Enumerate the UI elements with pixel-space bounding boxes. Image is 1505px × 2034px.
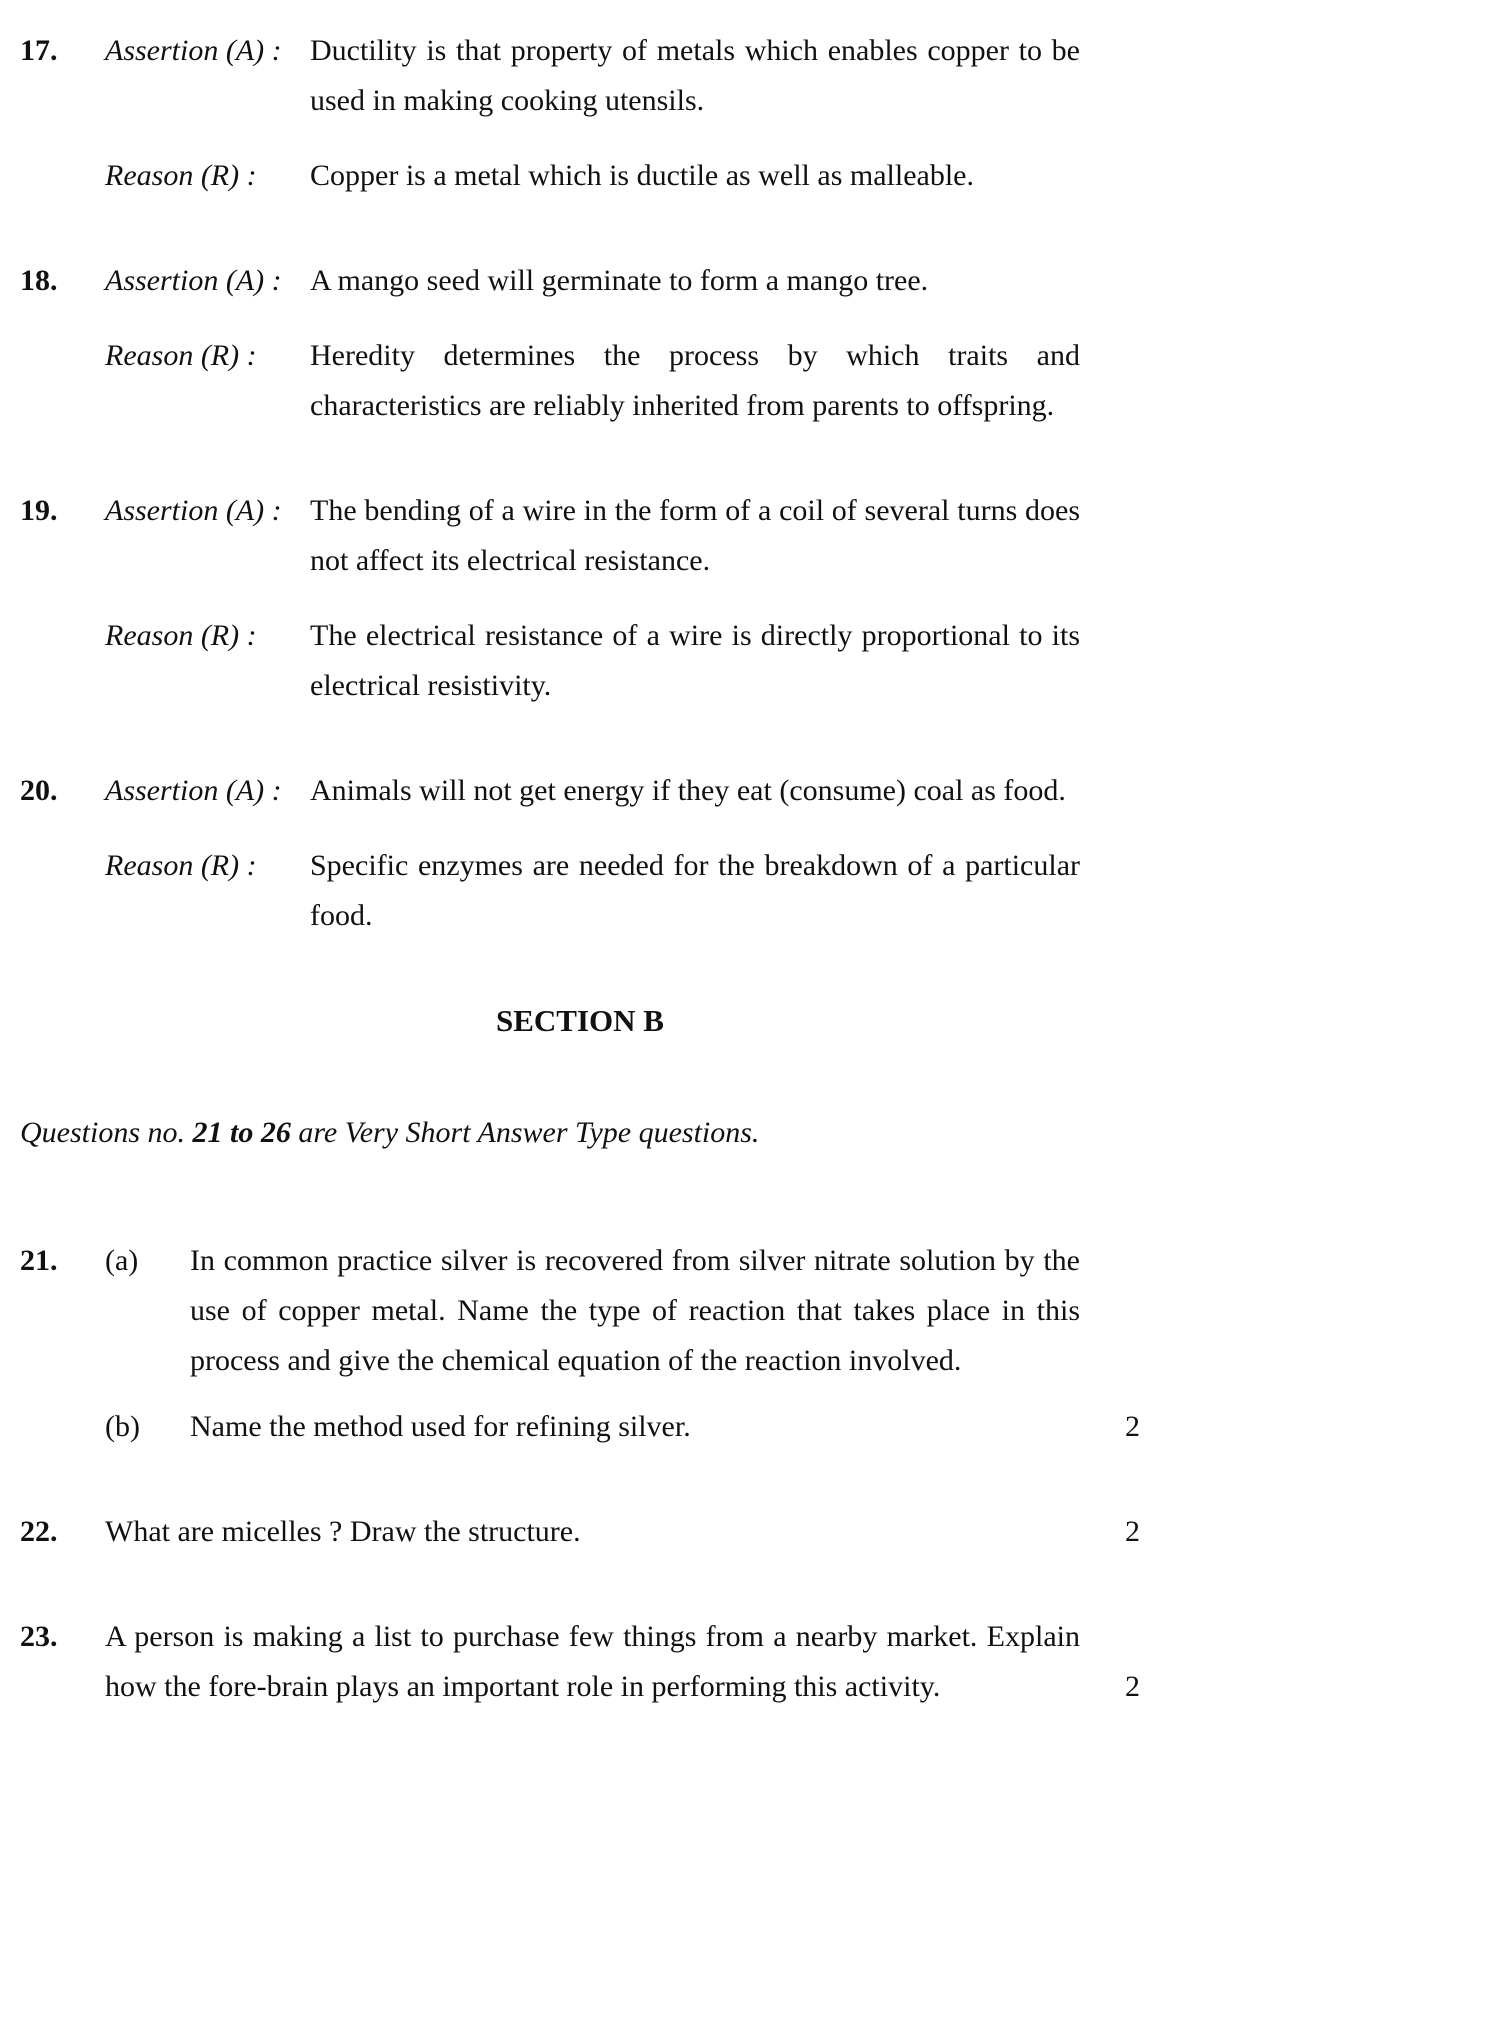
question-18: [20, 256, 1140, 431]
question-row: [20, 1236, 1140, 1452]
question-number: 18.: [20, 264, 58, 297]
question-22: [20, 1507, 1140, 1557]
question-17: [20, 26, 1140, 201]
question-text: A person is making a list to purchase few things from a nearby market. Explain how the fore-brain plays an important role in performing this activity.: [105, 1620, 1080, 1703]
question-parts: [105, 1236, 1140, 1452]
reason-text: Heredity determines the process by which traits and characteristics are reliably inherited from parents to offspring.: [310, 339, 1080, 422]
assertion-label: Assertion (A) :: [105, 774, 282, 807]
question-21: [20, 1236, 1140, 1452]
assertion-row: [20, 256, 1140, 306]
assertion-label: Assertion (A) :: [105, 494, 282, 527]
reason-text: The electrical resistance of a wire is directly proportional to its electrical resistivity.: [310, 619, 1080, 702]
intro-question-range: 21 to 26: [192, 1116, 291, 1149]
question-row: [20, 1507, 1140, 1557]
question-number: 20.: [20, 774, 58, 807]
assertion-row: [20, 486, 1140, 586]
reason-row: [20, 151, 1140, 201]
question-number: 22.: [20, 1515, 58, 1548]
reason-row: [20, 331, 1140, 431]
question-number: 23.: [20, 1620, 58, 1653]
reason-row: [20, 841, 1140, 941]
reason-text: Specific enzymes are needed for the breakdown of a particular food.: [310, 849, 1080, 932]
section-b-heading: SECTION B: [496, 1003, 664, 1038]
question-number: 21.: [20, 1244, 58, 1277]
question-20: [20, 766, 1140, 941]
assertion-label: Assertion (A) :: [105, 264, 282, 297]
assertion-text: Animals will not get energy if they eat (consume) coal as food.: [310, 774, 1066, 807]
question-number: 19.: [20, 494, 58, 527]
question-23: [20, 1612, 1140, 1712]
intro-suffix: are Very Short Answer Type questions.: [290, 1116, 760, 1149]
page-content: [20, 26, 1140, 1712]
assertion-row: [20, 26, 1140, 126]
reason-label: Reason (R) :: [105, 849, 257, 882]
reason-text: Copper is a metal which is ductile as well as malleable.: [310, 159, 974, 192]
assertion-row: [20, 766, 1140, 816]
section-b-intro: [20, 1108, 1140, 1158]
reason-label: Reason (R) :: [105, 159, 257, 192]
part-label: (b): [105, 1410, 140, 1443]
assertion-text: The bending of a wire in the form of a coil of several turns does not affect its electrical resistance.: [310, 494, 1080, 577]
marks-value: 2: [1125, 1670, 1140, 1703]
question-number: 17.: [20, 34, 58, 67]
question-row: [20, 1612, 1140, 1712]
question-19: [20, 486, 1140, 711]
part-text: In common practice silver is recovered from silver nitrate solution by the use of copper metal. Name the type of reaction that takes place in this process and give the chemical equation of the reaction involved.: [190, 1244, 1080, 1377]
marks-value: 2: [1125, 1410, 1140, 1443]
reason-row: [20, 611, 1140, 711]
question-text: What are micelles ? Draw the structure.: [105, 1515, 581, 1548]
assertion-text: A mango seed will germinate to form a mango tree.: [310, 264, 929, 297]
assertion-text: Ductility is that property of metals which enables copper to be used in making cooking utensils.: [310, 34, 1080, 117]
part-text: Name the method used for refining silver.: [190, 1410, 691, 1443]
marks-value: 2: [1125, 1515, 1140, 1548]
reason-label: Reason (R) :: [105, 339, 257, 372]
part-b-row: [105, 1402, 1140, 1452]
reason-label: Reason (R) :: [105, 619, 257, 652]
assertion-label: Assertion (A) :: [105, 34, 282, 67]
part-a-row: [105, 1236, 1140, 1386]
part-label: (a): [105, 1244, 139, 1277]
intro-prefix: Questions no.: [20, 1116, 193, 1149]
